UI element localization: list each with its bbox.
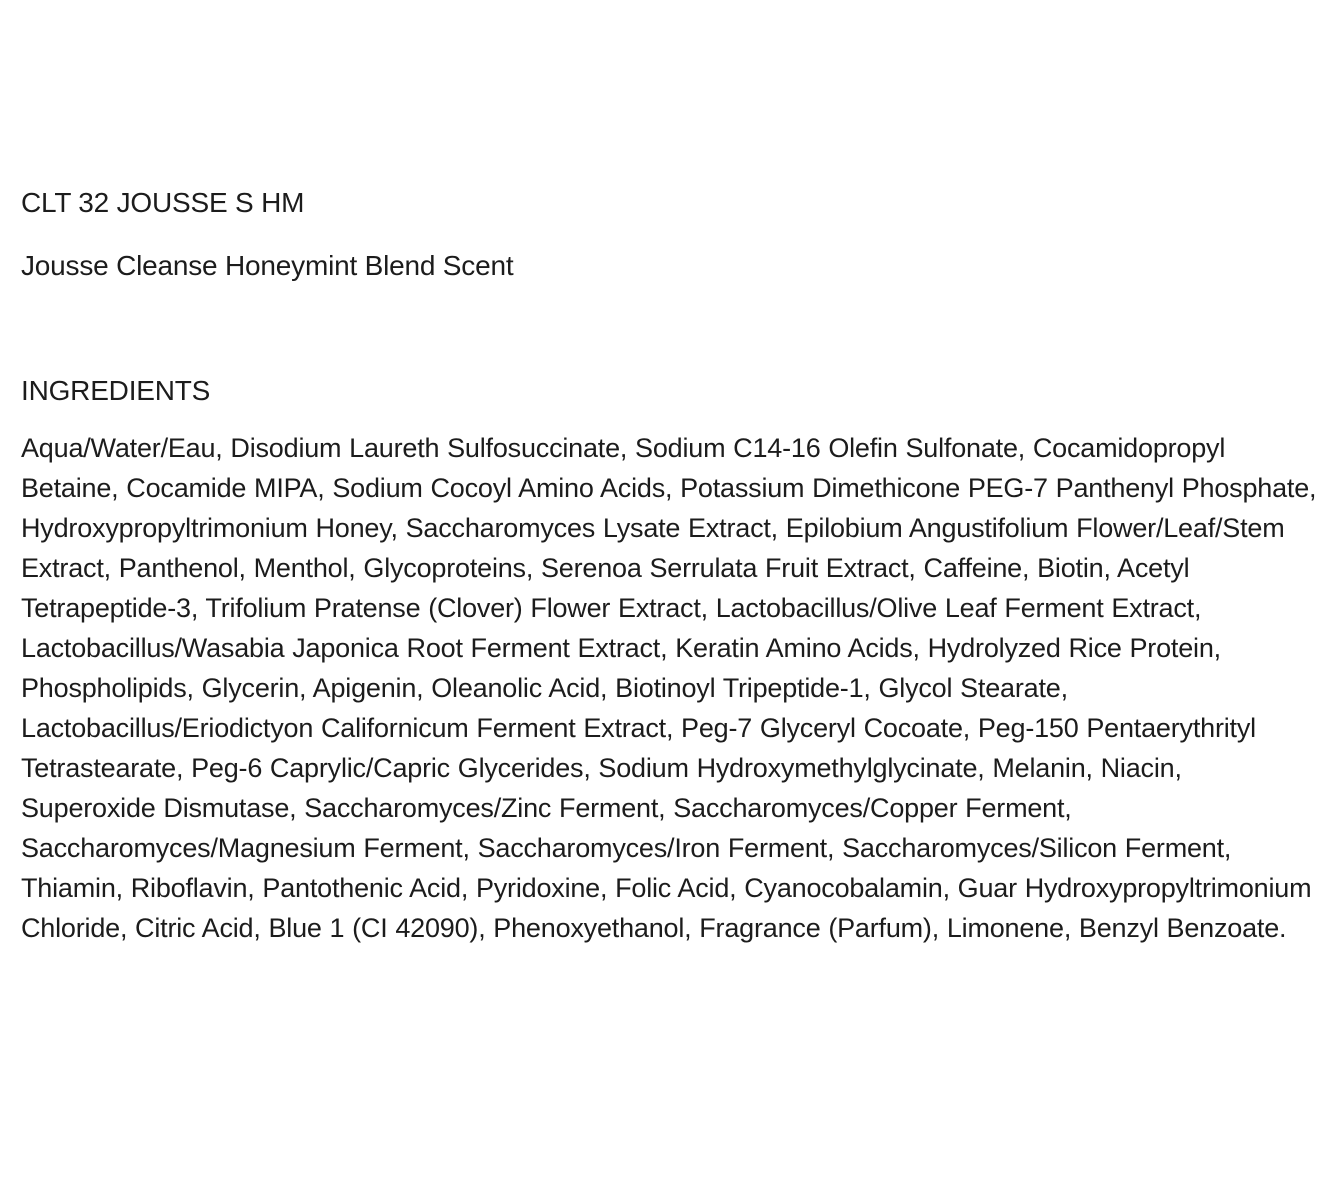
- product-code: CLT 32 JOUSSE S HM: [21, 187, 305, 218]
- product-name: Jousse Cleanse Honeymint Blend Scent: [21, 250, 514, 281]
- ingredients-list: Aqua/Water/Eau, Disodium Laureth Sulfosuccinate, Sodium C14-16 Olefin Sulfonate, Cocamidopropyl Betaine, Cocamide MIPA, Sodium Cocoyl Amino Acids, Potassium Dimethicone PEG-7 Panthenyl Phosphate, Hydroxypropyltrimonium Honey, Saccharomyces Lysate Extract, Epilobium Angustifolium Flower/Leaf/Stem Extract, Panthenol, Menthol, Glycoproteins, Serenoa Serrulata Fruit Extract, Caffeine, Biotin, Acetyl Tetrapeptide-3, Trifolium Pratense (Clover) Flower Extract, Lactobacillus/Olive Leaf Ferment Extract, Lactobacillus/Wasabia Japonica Root Ferment Extract, Keratin Amino Acids, Hydrolyzed Rice Protein, Phospholipids, Glycerin, Apigenin, Oleanolic Acid, Biotinoyl Tripeptide-1, Glycol Stearate, Lactobacillus/Eriodictyon Californicum Ferment Extract, Peg-7 Glyceryl Cocoate, Peg-150 Pentaerythrityl Tetrastearate, Peg-6 Caprylic/Capric Glycerides, Sodium Hydroxymethylglycinate, Melanin, Niacin, Superoxide Dismutase, Saccharomyces/Zinc Ferment, Saccharomyces/Copper Ferment, Saccharomyces/Magnesium Ferment, Saccharomyces/Iron Ferment, Saccharomyces/Silicon Ferment, Thiamin, Riboflavin, Pantothenic Acid, Pyridoxine, Folic Acid, Cyanocobalamin, Guar Hydroxypropyltrimonium Chloride, Citric Acid, Blue 1 (CI 42090), Phenoxyethanol, Fragrance (Parfum), Limonene, Benzyl Benzoate.: [21, 433, 1317, 943]
- ingredients-heading: INGREDIENTS: [21, 375, 211, 406]
